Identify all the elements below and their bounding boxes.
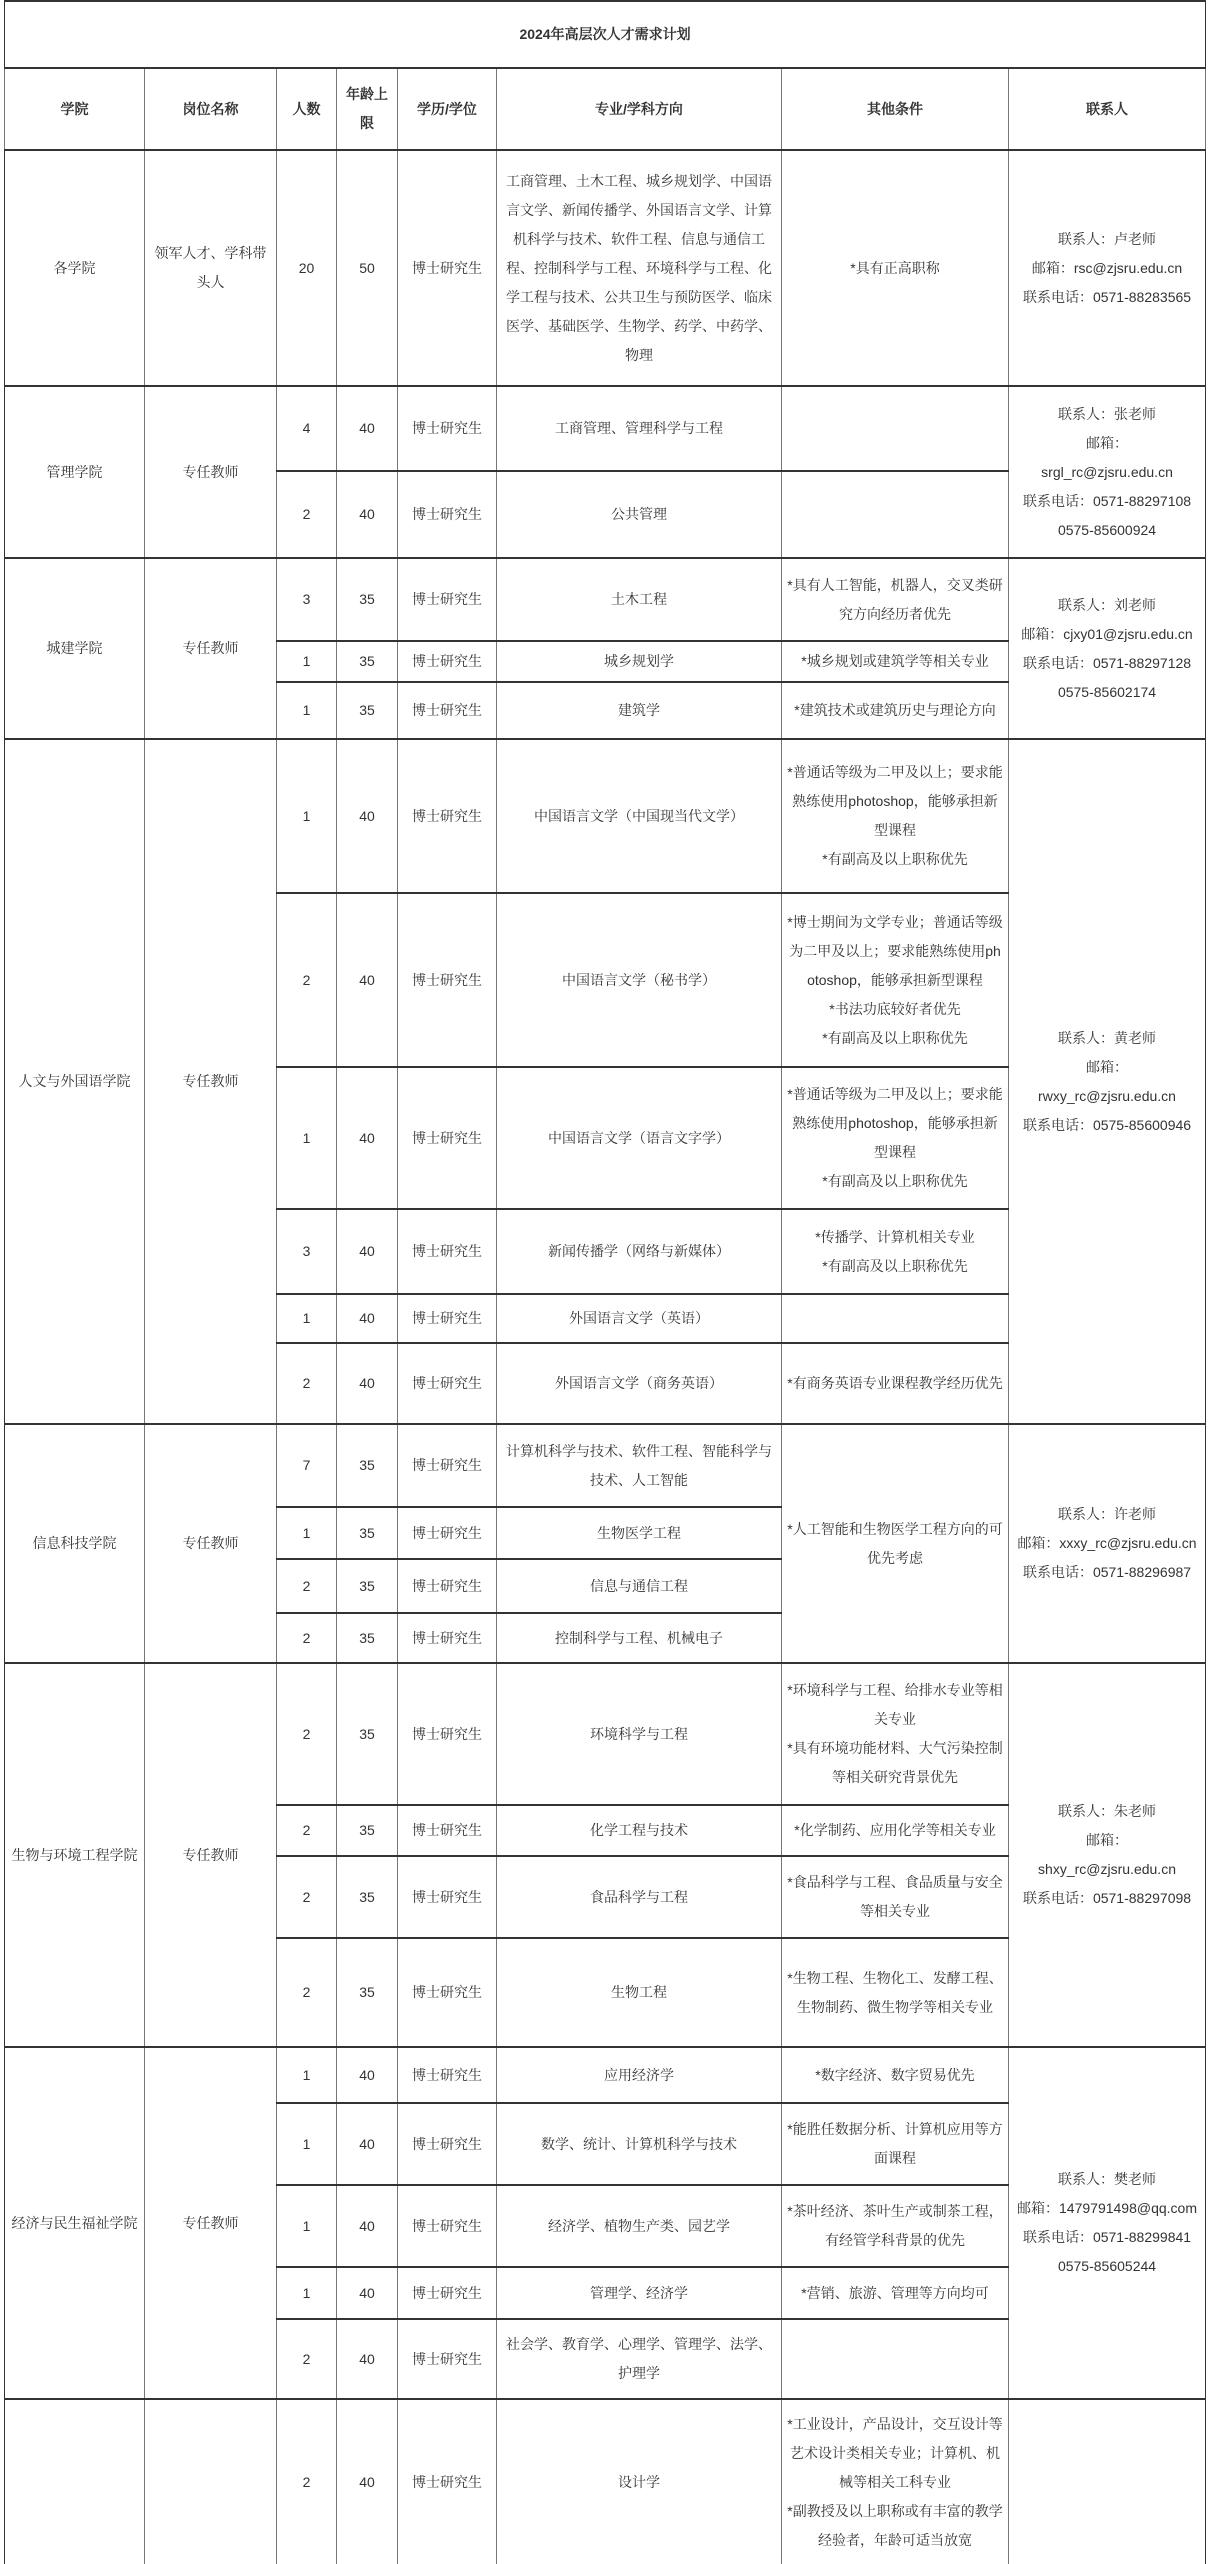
age-limit: 35	[337, 1805, 398, 1856]
table-row	[5, 558, 1206, 641]
headcount: 2	[277, 1938, 337, 2047]
headcount: 2	[277, 893, 337, 1067]
other-conditions: *普通话等级为二甲及以上；要求能熟练使用photoshop，能够承担新型课程 *有副高及以上职称优先	[782, 1067, 1009, 1209]
other-conditions: *茶叶经济、茶叶生产或制茶工程，有经管学科背景的优先	[782, 2185, 1009, 2267]
position-name: 专任教师	[145, 2047, 277, 2399]
other-conditions: *化学制药、应用化学等相关专业	[782, 1805, 1009, 1856]
table-body	[5, 150, 1206, 2564]
age-limit: 40	[337, 1294, 398, 1343]
college-name: 经济与民生福祉学院	[5, 2047, 145, 2399]
position-name: 专任教师	[145, 1424, 277, 1663]
age-limit: 35	[337, 641, 398, 682]
age-limit: 40	[337, 2047, 398, 2103]
headcount: 3	[277, 558, 337, 641]
degree: 博士研究生	[398, 1067, 497, 1209]
degree: 博士研究生	[398, 739, 497, 893]
headcount: 4	[277, 386, 337, 471]
headcount: 1	[277, 2103, 337, 2185]
table-row	[5, 2047, 1206, 2103]
degree: 博士研究生	[398, 1938, 497, 2047]
college-name: 各学院	[5, 150, 145, 386]
degree: 博士研究生	[398, 471, 497, 558]
degree: 博士研究生	[398, 682, 497, 739]
contact-info	[1009, 2047, 1206, 2399]
contact-line: 联系人：樊老师	[1058, 2171, 1157, 2187]
degree: 博士研究生	[398, 2185, 497, 2267]
major: 工商管理、管理科学与工程	[497, 386, 782, 471]
major: 中国语言文学（语言文字学）	[497, 1067, 782, 1209]
major: 化学工程与技术	[497, 1805, 782, 1856]
degree: 博士研究生	[398, 1294, 497, 1343]
degree: 博士研究生	[398, 1343, 497, 1424]
age-limit: 35	[337, 1424, 398, 1507]
other-conditions: *环境科学与工程、给排水专业等相关专业 *具有环境功能材料、大气污染控制等相关研究背景优先	[782, 1663, 1009, 1805]
contact-info	[1009, 1663, 1206, 2047]
table-row	[5, 150, 1206, 386]
degree: 博士研究生	[398, 2399, 497, 2564]
degree: 博士研究生	[398, 1507, 497, 1559]
headcount: 1	[277, 2047, 337, 2103]
college-name: 生物与环境工程学院	[5, 1663, 145, 2047]
header-college: 学院	[5, 68, 145, 150]
headcount: 1	[277, 1294, 337, 1343]
age-limit: 40	[337, 893, 398, 1067]
age-limit: 40	[337, 1343, 398, 1424]
other-conditions: *数字经济、数字贸易优先	[782, 2047, 1009, 2103]
table-row	[5, 1663, 1206, 1805]
table-row	[5, 386, 1206, 471]
headcount: 1	[277, 1067, 337, 1209]
contact-line: 邮箱：xxxy_rc@zjsru.edu.cn	[1017, 1535, 1197, 1551]
other-conditions	[782, 471, 1009, 558]
degree: 博士研究生	[398, 150, 497, 386]
major: 管理学、经济学	[497, 2267, 782, 2319]
contact-line: 联系人：黄老师	[1058, 1029, 1157, 1046]
degree: 博士研究生	[398, 1663, 497, 1805]
contact-line: 联系人：刘老师	[1058, 596, 1157, 613]
age-limit: 40	[337, 2319, 398, 2399]
college-name: 城建学院	[5, 558, 145, 739]
contact-line: 联系电话：0575-85600946	[1022, 1116, 1192, 1133]
major: 外国语言文学（商务英语）	[497, 1343, 782, 1424]
contact-line: 邮箱：	[1086, 1058, 1129, 1075]
contact-line: 联系电话：0571-88297108	[1022, 492, 1192, 509]
age-limit: 35	[337, 1507, 398, 1559]
contact-line: 联系人：许老师	[1058, 1506, 1157, 1522]
other-conditions: *能胜任数据分析、计算机应用等方面课程	[782, 2103, 1009, 2185]
degree: 博士研究生	[398, 1209, 497, 1294]
contact-info	[1009, 386, 1206, 558]
contact-line: 联系电话：0571-88283565	[1022, 288, 1192, 305]
contact-line: 0575-85602174	[1057, 683, 1157, 700]
other-conditions: *人工智能和生物医学工程方向的可优先考虑	[782, 1424, 1009, 1663]
other-conditions: *食品科学与工程、食品质量与安全等相关专业	[782, 1856, 1009, 1938]
contact-info	[1009, 150, 1206, 386]
college-name: 管理学院	[5, 386, 145, 558]
college-name: 人文与外国语学院	[5, 739, 145, 1424]
major: 工商管理、土木工程、城乡规划学、中国语言文学、新闻传播学、外国语言文学、计算机科学与技术、软件工程、信息与通信工程、控制科学与工程、环境科学与工程、化学工程与技术、公共卫生与预防医学、临床医学、基础医学、生物学、药学、中药学、物理	[497, 150, 782, 386]
header-major: 专业/学科方向	[497, 68, 782, 150]
contact-line: 邮箱：	[1086, 434, 1129, 451]
age-limit: 35	[337, 1613, 398, 1663]
other-conditions: *具有正高职称	[782, 150, 1009, 386]
position-name: 专任教师	[145, 1663, 277, 2047]
contact-line: 邮箱：cjxy01@zjsru.edu.cn	[1021, 625, 1193, 642]
age-limit: 35	[337, 1938, 398, 2047]
other-conditions: *建筑技术或建筑历史与理论方向	[782, 682, 1009, 739]
contact-line: rwxy_rc@zjsru.edu.cn	[1038, 1087, 1176, 1104]
contact-line: 联系电话：0571-88296987	[1022, 1564, 1192, 1580]
contact-line: 0575-85605244	[1057, 2258, 1157, 2274]
position-name: 领军人才、学科带头人	[145, 150, 277, 386]
contact-line: 联系电话：0571-88297128	[1022, 654, 1192, 671]
age-limit: 35	[337, 682, 398, 739]
other-conditions	[782, 1294, 1009, 1343]
headcount: 3	[277, 1209, 337, 1294]
college-name: 信息科技学院	[5, 1424, 145, 1663]
degree: 博士研究生	[398, 1559, 497, 1613]
major: 公共管理	[497, 471, 782, 558]
position-name: 专任教师	[145, 558, 277, 739]
age-limit: 40	[337, 471, 398, 558]
major: 经济学、植物生产类、园艺学	[497, 2185, 782, 2267]
major: 应用经济学	[497, 2047, 782, 2103]
position-name	[145, 2399, 277, 2564]
college-name	[5, 2399, 145, 2564]
age-limit: 40	[337, 2399, 398, 2564]
major: 土木工程	[497, 558, 782, 641]
headcount: 2	[277, 2319, 337, 2399]
age-limit: 35	[337, 1663, 398, 1805]
degree: 博士研究生	[398, 893, 497, 1067]
other-conditions: *营销、旅游、管理等方向均可	[782, 2267, 1009, 2319]
degree: 博士研究生	[398, 1424, 497, 1507]
other-conditions: *具有人工智能，机器人，交叉类研究方向经历者优先	[782, 558, 1009, 641]
age-limit: 50	[337, 150, 398, 386]
age-limit: 40	[337, 2267, 398, 2319]
degree: 博士研究生	[398, 1856, 497, 1938]
position-name: 专任教师	[145, 739, 277, 1424]
degree: 博士研究生	[398, 386, 497, 471]
headcount: 1	[277, 2267, 337, 2319]
other-conditions	[782, 2319, 1009, 2399]
contact-line: 邮箱：	[1086, 1832, 1129, 1848]
other-conditions: *工业设计，产品设计，交互设计等艺术设计类相关专业；计算机、机械等相关工科专业 *副教授及以上职称或有丰富的教学经验者，年龄可适当放宽	[782, 2399, 1009, 2564]
table-row	[5, 1424, 1206, 1507]
headcount: 2	[277, 471, 337, 558]
contact-line: shxy_rc@zjsru.edu.cn	[1038, 1861, 1176, 1877]
degree: 博士研究生	[398, 2047, 497, 2103]
major: 控制科学与工程、机械电子	[497, 1613, 782, 1663]
header-contact: 联系人	[1009, 68, 1206, 150]
major: 社会学、教育学、心理学、管理学、法学、护理学	[497, 2319, 782, 2399]
headcount: 1	[277, 1507, 337, 1559]
contact-line: 联系人：卢老师	[1058, 230, 1157, 247]
headcount: 1	[277, 2185, 337, 2267]
headcount: 2	[277, 1559, 337, 1613]
headcount: 1	[277, 739, 337, 893]
degree: 博士研究生	[398, 2267, 497, 2319]
degree: 博士研究生	[398, 558, 497, 641]
contact-line: 联系电话：0571-88299841	[1022, 2229, 1192, 2245]
position-name: 专任教师	[145, 386, 277, 558]
other-conditions: *生物工程、生物化工、发酵工程、生物制药、微生物学等相关专业	[782, 1938, 1009, 2047]
age-limit: 40	[337, 2103, 398, 2185]
headcount: 2	[277, 2399, 337, 2564]
major: 数学、统计、计算机科学与技术	[497, 2103, 782, 2185]
contact-info	[1009, 739, 1206, 1424]
contact-info	[1009, 558, 1206, 739]
other-conditions: *普通话等级为二甲及以上；要求能熟练使用photoshop，能够承担新型课程 *有副高及以上职称优先	[782, 739, 1009, 893]
contact-line: srgl_rc@zjsru.edu.cn	[1041, 463, 1173, 480]
major: 环境科学与工程	[497, 1663, 782, 1805]
other-conditions: *博士期间为文学专业；普通话等级为二甲及以上；要求能熟练使用photoshop，能够承担新型课程 *书法功底较好者优先 *有副高及以上职称优先	[782, 893, 1009, 1067]
major: 设计学	[497, 2399, 782, 2564]
table-title: 2024年高层次人才需求计划	[5, 1, 1206, 68]
age-limit: 35	[337, 1559, 398, 1613]
talent-demand-table	[4, 0, 1206, 2564]
major: 生物工程	[497, 1938, 782, 2047]
contact-info	[1009, 1424, 1206, 1663]
major: 新闻传播学（网络与新媒体）	[497, 1209, 782, 1294]
major: 生物医学工程	[497, 1507, 782, 1559]
degree: 博士研究生	[398, 641, 497, 682]
headcount: 20	[277, 150, 337, 386]
table-row	[5, 2399, 1206, 2564]
contact-info	[1009, 2399, 1206, 2564]
age-limit: 40	[337, 1209, 398, 1294]
age-limit: 35	[337, 1856, 398, 1938]
major: 城乡规划学	[497, 641, 782, 682]
header-conditions: 其他条件	[782, 68, 1009, 150]
major: 建筑学	[497, 682, 782, 739]
major: 外国语言文学（英语）	[497, 1294, 782, 1343]
age-limit: 35	[337, 558, 398, 641]
header-degree: 学历/学位	[398, 68, 497, 150]
major: 中国语言文学（中国现当代文学）	[497, 739, 782, 893]
age-limit: 40	[337, 739, 398, 893]
headcount: 2	[277, 1343, 337, 1424]
other-conditions: *有商务英语专业课程教学经历优先	[782, 1343, 1009, 1424]
headcount: 7	[277, 1424, 337, 1507]
other-conditions: *传播学、计算机相关专业 *有副高及以上职称优先	[782, 1209, 1009, 1294]
contact-line: 邮箱：1479791498@qq.com	[1017, 2200, 1197, 2216]
major: 食品科学与工程	[497, 1856, 782, 1938]
age-limit: 40	[337, 2185, 398, 2267]
degree: 博士研究生	[398, 1805, 497, 1856]
age-limit: 40	[337, 386, 398, 471]
header-count: 人数	[277, 68, 337, 150]
headcount: 1	[277, 641, 337, 682]
table-row	[5, 739, 1206, 893]
major: 计算机科学与技术、软件工程、智能科学与技术、人工智能	[497, 1424, 782, 1507]
degree: 博士研究生	[398, 2103, 497, 2185]
age-limit: 40	[337, 1067, 398, 1209]
contact-line: 联系人：朱老师	[1058, 1803, 1157, 1819]
headcount: 2	[277, 1613, 337, 1663]
headcount: 2	[277, 1856, 337, 1938]
major: 信息与通信工程	[497, 1559, 782, 1613]
contact-line: 邮箱：rsc@zjsru.edu.cn	[1031, 259, 1183, 276]
header-age-limit: 年龄上限	[337, 68, 398, 150]
major: 中国语言文学（秘书学）	[497, 893, 782, 1067]
degree: 博士研究生	[398, 1613, 497, 1663]
contact-line: 联系人：张老师	[1058, 405, 1157, 422]
degree: 博士研究生	[398, 2319, 497, 2399]
other-conditions	[782, 386, 1009, 471]
headcount: 1	[277, 682, 337, 739]
contact-line: 联系电话：0571-88297098	[1022, 1890, 1192, 1906]
header-position: 岗位名称	[145, 68, 277, 150]
headcount: 2	[277, 1805, 337, 1856]
headcount: 2	[277, 1663, 337, 1805]
contact-line: 0575-85600924	[1057, 521, 1157, 538]
other-conditions: *城乡规划或建筑学等相关专业	[782, 641, 1009, 682]
